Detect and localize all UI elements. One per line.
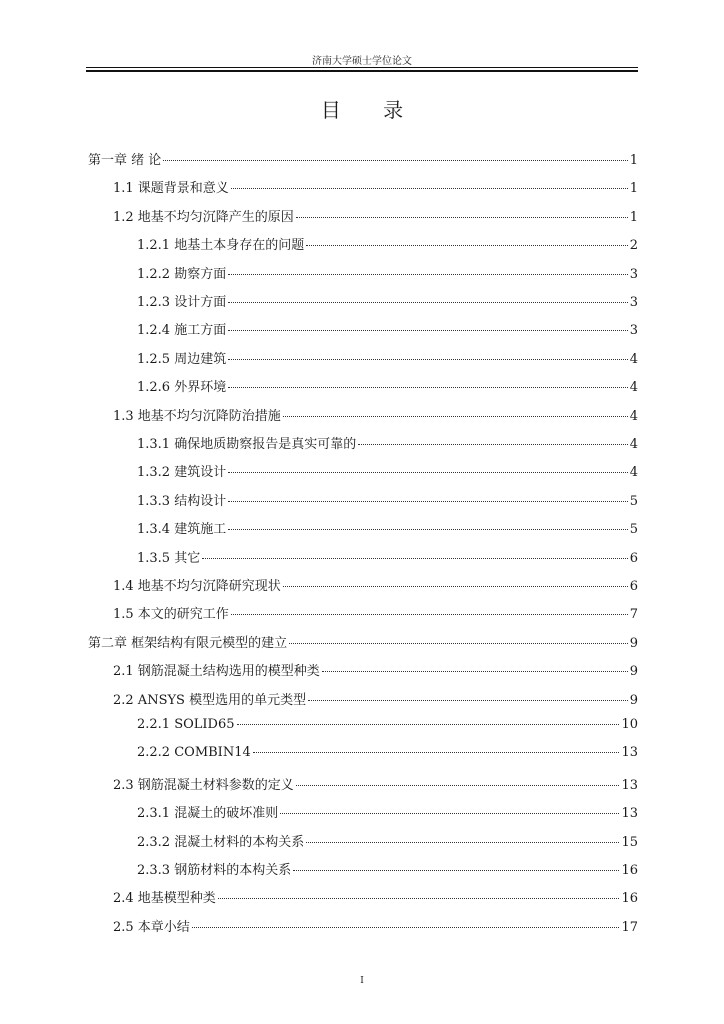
toc-entry[interactable] xyxy=(137,745,638,763)
footer-page-number: I xyxy=(360,976,364,986)
toc-entry-label: 1.2.1 地基土本身存在的问题 xyxy=(137,238,305,254)
toc-entry-label: 第二章 框架结构有限元模型的建立 xyxy=(88,635,288,651)
toc-entry-page: 4 xyxy=(629,437,638,452)
toc-entry[interactable] xyxy=(113,774,638,792)
toc-entry-page: 2 xyxy=(629,238,638,254)
toc-entry-page: 3 xyxy=(629,295,638,310)
toc-leader-dots xyxy=(231,188,628,189)
toc-entry-label: 1.3.4 建筑施工 xyxy=(137,522,227,538)
toc-leader-dots xyxy=(296,785,620,786)
toc-entry[interactable] xyxy=(113,887,638,905)
toc-entry[interactable] xyxy=(113,603,638,621)
toc-entry-label: 2.3 钢筋混凝土材料参数的定义 xyxy=(113,777,294,793)
toc-entry-page: 16 xyxy=(621,863,638,878)
toc-entry-label: 1.1 课题背景和意义 xyxy=(113,181,229,197)
toc-leader-dots xyxy=(293,870,619,871)
toc-entry[interactable] xyxy=(113,405,638,423)
toc-leader-dots xyxy=(192,927,620,928)
toc-entry[interactable] xyxy=(137,490,638,508)
toc-entry-label: 2.2 ANSYS 模型选用的单元类型 xyxy=(113,692,307,708)
header-rule-thick xyxy=(86,70,638,72)
toc-entry-label: 1.3.2 建筑设计 xyxy=(137,465,227,481)
toc-entry-page: 6 xyxy=(629,579,638,594)
toc-entry-page: 5 xyxy=(629,522,638,538)
toc-leader-dots xyxy=(253,752,620,753)
toc-entry[interactable] xyxy=(137,717,638,735)
toc-leader-dots xyxy=(308,700,628,701)
toc-entry-page: 13 xyxy=(621,777,638,793)
toc-leader-dots xyxy=(228,330,628,331)
toc-entry[interactable] xyxy=(113,177,638,195)
toc-entry-page: 3 xyxy=(629,323,638,339)
toc-leader-dots xyxy=(289,643,628,644)
toc-entry-label: 1.2.2 勘察方面 xyxy=(137,266,227,282)
toc-entry-page: 4 xyxy=(629,408,638,424)
toc-leader-dots xyxy=(228,501,628,502)
toc-entry-label: 2.1 钢筋混凝土结构选用的模型种类 xyxy=(113,664,320,680)
toc-entry-page: 4 xyxy=(629,351,638,367)
toc-entry-label: 2.3.1 混凝土的破坏准则 xyxy=(137,806,279,822)
toc-entry-page: 7 xyxy=(629,607,638,623)
toc-entry[interactable] xyxy=(137,291,638,309)
toc-entry-label: 1.3.1 确保地质勘察报告是真实可靠的 xyxy=(137,437,357,452)
toc-entry-label: 1.3.5 其它 xyxy=(137,550,201,566)
toc-entry[interactable] xyxy=(137,547,638,565)
toc-leader-dots xyxy=(228,529,628,530)
toc-leader-dots xyxy=(228,387,628,388)
toc-entry[interactable] xyxy=(113,206,638,224)
toc-entry-label: 2.2.1 SOLID65 xyxy=(137,717,235,732)
toc-entry[interactable] xyxy=(137,461,638,479)
toc-leader-dots xyxy=(202,558,628,559)
toc-entry[interactable] xyxy=(137,376,638,394)
toc-entry-label: 1.2.4 施工方面 xyxy=(137,323,227,339)
toc-entry[interactable] xyxy=(137,234,638,252)
toc-entry[interactable] xyxy=(88,632,638,650)
toc-entry-page: 4 xyxy=(629,465,638,481)
toc-entry-label: 1.3.3 结构设计 xyxy=(137,493,227,509)
toc-entry-page: 1 xyxy=(629,181,638,197)
toc-entry-label: 1.2 地基不均匀沉降产生的原因 xyxy=(113,209,294,225)
toc-entry-page: 4 xyxy=(629,380,638,396)
toc-entry-page: 13 xyxy=(621,745,638,761)
toc-entry[interactable] xyxy=(137,859,638,877)
toc-entry[interactable] xyxy=(137,433,638,451)
toc-leader-dots xyxy=(228,359,628,360)
toc-entry-label: 1.2.5 周边建筑 xyxy=(137,351,227,367)
toc-entry-page: 5 xyxy=(629,493,638,509)
toc-entry-label: 1.2.6 外界环境 xyxy=(137,380,227,396)
toc-entry-label: 1.5 本文的研究工作 xyxy=(113,607,229,623)
toc-entry-page: 1 xyxy=(629,153,638,168)
toc-entry-page: 15 xyxy=(621,834,638,850)
toc-leader-dots xyxy=(358,444,628,445)
toc-leader-dots xyxy=(218,898,620,899)
toc-entry-page: 13 xyxy=(621,806,638,822)
toc-entry-label: 第一章 绪 论 xyxy=(88,153,162,168)
toc-leader-dots xyxy=(283,416,628,417)
toc-entry-page: 9 xyxy=(629,635,638,651)
toc-entry-page: 9 xyxy=(629,692,638,708)
toc-entry-page: 6 xyxy=(629,550,638,566)
toc-entry[interactable] xyxy=(113,660,638,678)
toc-leader-dots xyxy=(280,813,619,814)
toc-entry[interactable] xyxy=(137,263,638,281)
toc-leader-dots xyxy=(231,614,628,615)
toc-entry-label: 1.4 地基不均匀沉降研究现状 xyxy=(113,579,281,594)
toc-entry-page: 9 xyxy=(629,664,638,680)
toc-entry-page: 1 xyxy=(629,209,638,225)
toc-leader-dots xyxy=(228,274,628,275)
toc-leader-dots xyxy=(322,671,628,672)
toc-entry-page: 10 xyxy=(621,717,638,732)
toc-entry[interactable] xyxy=(113,916,638,934)
toc-leader-dots xyxy=(306,245,628,246)
toc-entry-label: 2.4 地基模型种类 xyxy=(113,891,216,907)
toc-entry[interactable] xyxy=(137,518,638,536)
toc-leader-dots xyxy=(163,160,627,161)
toc-entry-label: 1.3 地基不均匀沉降防治措施 xyxy=(113,408,281,424)
toc-leader-dots xyxy=(296,217,628,218)
toc-entry-page: 17 xyxy=(621,919,638,935)
toc-leader-dots xyxy=(228,472,628,473)
toc-leader-dots xyxy=(283,586,628,587)
toc-entry-label: 2.3.2 混凝土材料的本构关系 xyxy=(137,834,305,850)
toc-entry[interactable] xyxy=(137,802,638,820)
running-header: 济南大学硕士学位论文 xyxy=(312,56,412,67)
toc-entry-label: 1.2.3 设计方面 xyxy=(137,295,227,310)
toc-entry-page: 16 xyxy=(621,891,638,907)
header-rule-thin xyxy=(86,67,638,68)
toc-leader-dots xyxy=(306,842,619,843)
toc-entry[interactable] xyxy=(137,831,638,849)
toc-entry-label: 2.5 本章小结 xyxy=(113,919,190,935)
toc-entry[interactable] xyxy=(113,575,638,593)
toc-entry[interactable] xyxy=(137,319,638,337)
toc-leader-dots xyxy=(237,724,620,725)
toc-leader-dots xyxy=(228,302,628,303)
toc-entry[interactable] xyxy=(88,149,638,167)
toc-entry[interactable] xyxy=(113,689,638,707)
toc-entry-label: 2.2.2 COMBIN14 xyxy=(137,745,251,761)
toc-entry-page: 3 xyxy=(629,266,638,282)
toc-entry-label: 2.3.3 钢筋材料的本构关系 xyxy=(137,863,292,878)
page-title: 目 录 xyxy=(320,98,422,122)
toc-entry[interactable] xyxy=(137,348,638,366)
